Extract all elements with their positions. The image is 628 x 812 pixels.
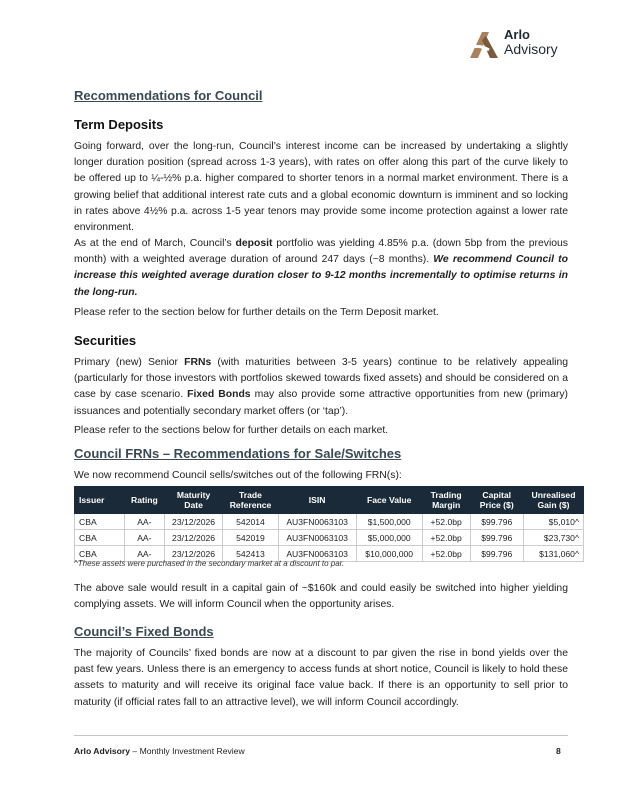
cell-maturity: 23/12/2026 <box>164 530 222 546</box>
cell-face-value: $5,000,000 <box>356 530 422 546</box>
sec-p1-text-c: may also provide some attractive opportunities from new (primary) issuances and potentially secondary market offers (or ‘tap’). <box>74 389 568 417</box>
sec-p1-bold-frns: FRNs <box>184 357 212 368</box>
securities-paragraph-1 <box>74 355 568 420</box>
col-issuer: Issuer <box>75 487 125 514</box>
cell-margin: +52.0bp <box>422 530 470 546</box>
cell-trade-ref: 542413 <box>223 546 278 562</box>
cell-gain: $5,010^ <box>523 514 583 530</box>
col-face-value: Face Value <box>356 487 422 514</box>
cell-price: $99.796 <box>470 514 523 530</box>
cell-trade-ref: 542014 <box>223 514 278 530</box>
company-logo <box>467 28 587 64</box>
frn-after-paragraph: The above sale would result in a capital gain of ~$160k and could easily be switched into higher yielding complying assets. We will inform Council when the opportunity arises. <box>74 583 568 611</box>
cell-isin: AU3FN0063103 <box>278 514 356 530</box>
cell-issuer: CBA <box>75 546 125 562</box>
table-row <box>75 530 584 546</box>
cell-rating: AA- <box>124 546 164 562</box>
cell-issuer: CBA <box>75 514 125 530</box>
col-unrealised-gain: Unrealised Gain ($) <box>523 487 583 514</box>
section-heading-recommendations: Recommendations for Council <box>74 88 263 103</box>
term-deposits-paragraph-1: Going forward, over the long-run, Council’s interest income can be increased by undertaking a slightly longer duration position (spread across 1-3 years), with rates on offer along this part of the curve likely to be offered up to ¼-½% p.a. higher compared to shorter tenors in a normal market environment. There is a growing belief that additional interest rate cuts and a global economic downturn is imminent and so locking in rates above 4½% p.a. across 1-5 year tenors may provide some income protection against a lower rate environment. <box>74 141 568 234</box>
section-heading-frn-recommendations: Council FRNs – Recommendations for Sale/Switches <box>74 446 402 461</box>
sec-p1-bold-fixed-bonds: Fixed Bonds <box>187 389 251 401</box>
col-rating: Rating <box>124 487 164 514</box>
cell-price: $99.796 <box>470 530 523 546</box>
logo-line1: Arlo <box>504 27 530 42</box>
arlo-logo-mark-icon <box>467 28 501 60</box>
td-p2-text-a: As at the end of March, Council’s <box>74 238 236 249</box>
cell-isin: AU3FN0063103 <box>278 530 356 546</box>
col-isin: ISIN <box>278 487 356 514</box>
col-capital-price: Capital Price ($) <box>470 487 523 514</box>
cell-issuer: CBA <box>75 530 125 546</box>
cell-trade-ref: 542019 <box>223 530 278 546</box>
subheading-securities: Securities <box>74 333 137 348</box>
td-p2-text-b: portfolio was yielding 4.85% p.a. (down 5bp from the previous month) with a weighted average duration of around 247 days (~8 months). <box>74 238 569 266</box>
col-trading-margin: Trading Margin <box>422 487 470 514</box>
fixed-bonds-paragraph: The majority of Councils’ fixed bonds are now at a discount to par given the rise in bond yields over the past few years. Unless there is an emergency to access funds at short notice, Council is likely to hold these assets to maturity and will receive its original face value back. If there is an opportunity to sell prior to maturity (if official rates fall to an attractive level), we will inform Council accordingly. <box>74 648 568 708</box>
cell-face-value: $1,500,000 <box>356 514 422 530</box>
footer-brand: Arlo Advisory <box>74 746 131 756</box>
table-row <box>75 514 584 530</box>
cell-maturity: 23/12/2026 <box>164 514 222 530</box>
frn-sale-table <box>74 486 584 562</box>
cell-price: $99.796 <box>470 546 523 562</box>
cell-margin: +52.0bp <box>422 546 470 562</box>
term-deposits-paragraph-3: Please refer to the section below for further details on the Term Deposit market. <box>74 307 439 318</box>
col-maturity-date: Maturity Date <box>164 487 222 514</box>
table-header-row <box>75 487 584 514</box>
section-heading-fixed-bonds: Council’s Fixed Bonds <box>74 624 214 639</box>
securities-paragraph-2: Please refer to the sections below for further details on each market. <box>74 425 389 436</box>
cell-gain: $131,060^ <box>523 546 583 562</box>
footer-doc-title: – Monthly Investment Review <box>130 746 245 756</box>
cell-margin: +52.0bp <box>422 514 470 530</box>
footer-divider <box>74 735 568 736</box>
frn-intro-text: We now recommend Council sells/switches out of the following FRN(s): <box>74 470 402 481</box>
footer-title <box>74 746 245 756</box>
cell-rating: AA- <box>124 530 164 546</box>
td-p2-bold-deposit: deposit <box>235 238 273 249</box>
cell-isin: AU3FN0063103 <box>278 546 356 562</box>
cell-gain: $23,730^ <box>523 530 583 546</box>
logo-line2: Advisory <box>504 41 558 57</box>
sec-p1-text-a: Primary (new) Senior <box>74 357 185 368</box>
col-trade-reference: Trade Reference <box>223 487 278 514</box>
term-deposits-paragraph-2 <box>74 236 568 301</box>
td-p2-recommendation: We recommend Council to increase this weighted average duration closer to 9-12 months incrementally to optimise returns in the long-run. <box>74 254 568 298</box>
page-number: 8 <box>556 746 561 756</box>
cell-face-value: $10,000,000 <box>356 546 422 562</box>
subheading-term-deposits: Term Deposits <box>74 117 164 132</box>
sec-p1-text-b: (with maturities between 3-5 years) continue to be relatively appealing (particularly for those investors with portfolios skewed towards fixed assets) and should be considered on a case by case scenario. <box>74 357 569 401</box>
cell-maturity: 23/12/2026 <box>164 546 222 562</box>
table-footnote: ^These assets were purchased in the secondary market at a discount to par. <box>74 559 345 568</box>
cell-rating: AA- <box>124 514 164 530</box>
